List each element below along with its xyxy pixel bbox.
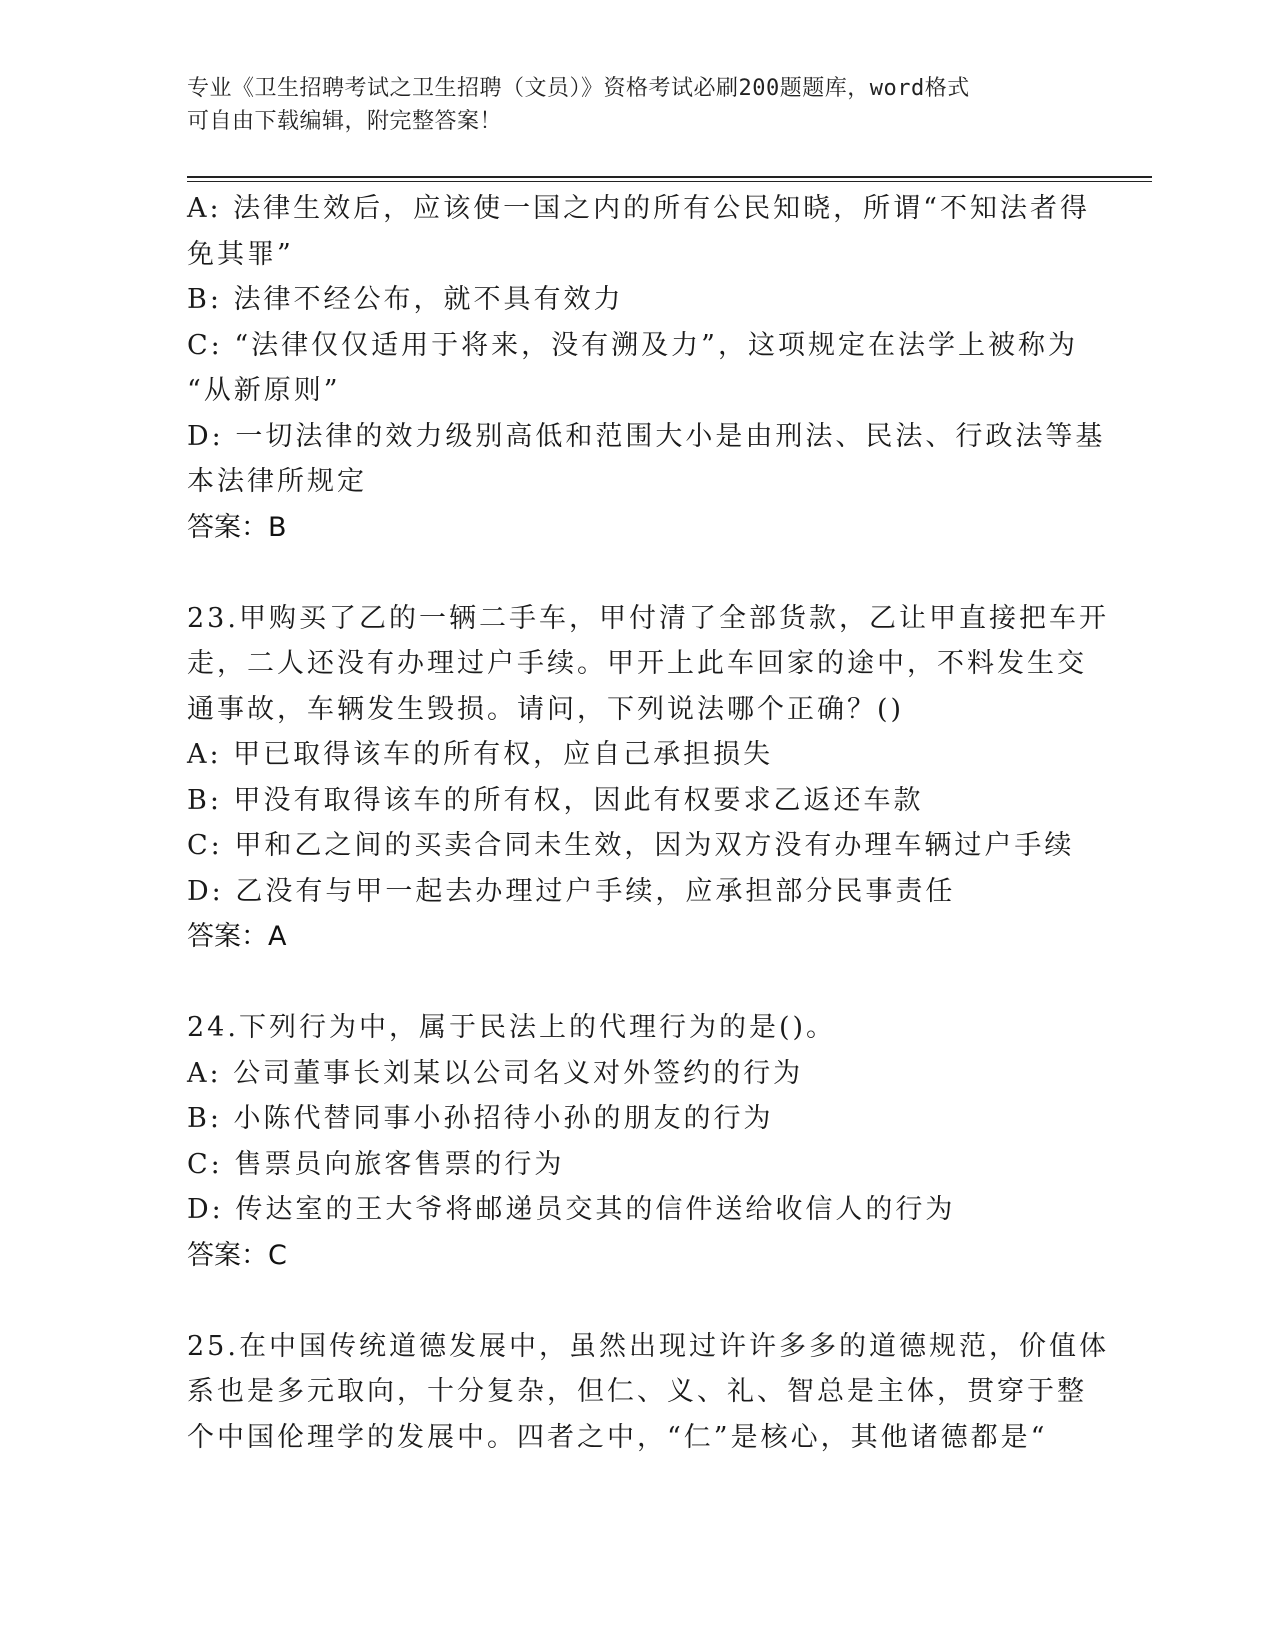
option-b: B: 法律不经公布，就不具有效力: [187, 284, 624, 315]
question-stem: 24.下列行为中，属于民法上的代理行为的是()。: [187, 1012, 837, 1043]
answer: 答案：B: [187, 511, 287, 543]
option-d: D: 传达室的王大爷将邮递员交其的信件送给收信人的行为: [187, 1194, 956, 1225]
header-rule-thick: [187, 176, 1152, 178]
option-d-line-2: 本法律所规定: [187, 466, 367, 497]
question-stem-line-2: 走，二人还没有办理过户手续。甲开上此车回家的途中，不料发生交: [187, 648, 1087, 679]
question-stem-line-1: 23.甲购买了乙的一辆二手车，甲付清了全部货款，乙让甲直接把车开: [187, 602, 1109, 634]
option-c: C: 售票员向旅客售票的行为: [187, 1148, 565, 1180]
question-stem-line-3: 通事故，车辆发生毁损。请问，下列说法哪个正确？(): [187, 693, 905, 725]
option-b: B: 小陈代替同事小孙招待小孙的朋友的行为: [187, 1103, 774, 1134]
answer: 答案：A: [187, 921, 287, 952]
option-a-line-1: A: 法律生效后，应该使一国之内的所有公民知晓，所谓“不知法者得: [187, 193, 1090, 224]
paragraph-gap: [187, 550, 1082, 596]
option-a: A: 公司董事长刘某以公司名义对外签约的行为: [187, 1057, 804, 1089]
header-rule-thin: [187, 181, 1152, 182]
option-c: C: 甲和乙之间的买卖合同未生效，因为双方没有办理车辆过户手续: [187, 830, 1075, 861]
option-d: D: 乙没有与甲一起去办理过户手续，应承担部分民事责任: [187, 875, 956, 907]
question-stem-line-3: 个中国伦理学的发展中。四者之中，“仁”是核心，其他诸德都是“: [187, 1421, 1048, 1453]
option-a: A: 甲已取得该车的所有权，应自己承担损失: [187, 739, 774, 770]
document-body: [187, 186, 1109, 1460]
option-a-line-2: 免其罪”: [187, 238, 294, 270]
option-b: B: 甲没有取得该车的所有权，因此有权要求乙返还车款: [187, 784, 924, 816]
header-line-1: 专业《卫生招聘考试之卫生招聘（文员）》资格考试必刷200题题库，word格式: [187, 76, 970, 101]
header-line-2: 可自由下载编辑，附完整答案！: [187, 109, 503, 134]
option-c-line-1: C: “法律仅仅适用于将来，没有溯及力”，这项规定在法学上被称为: [187, 329, 1078, 361]
question-24: [187, 1005, 1082, 1278]
answer: 答案：C: [187, 1239, 287, 1271]
document-header: [187, 72, 1067, 138]
paragraph-gap: [187, 1278, 1082, 1324]
question-25: [187, 1324, 1109, 1461]
paragraph-gap: [187, 960, 1082, 1006]
question-23: [187, 596, 1109, 960]
option-d-line-1: D: 一切法律的效力级别高低和范围大小是由刑法、民法、行政法等基: [187, 420, 1106, 452]
question-22: [187, 186, 1106, 550]
option-c-line-2: “从新原则”: [187, 375, 341, 406]
question-stem-line-1: 25.在中国传统道德发展中，虽然出现过许许多多的道德规范，价值体: [187, 1330, 1109, 1362]
question-stem-line-2: 系也是多元取向，十分复杂，但仁、义、礼、智总是主体，贯穿于整: [187, 1376, 1087, 1407]
